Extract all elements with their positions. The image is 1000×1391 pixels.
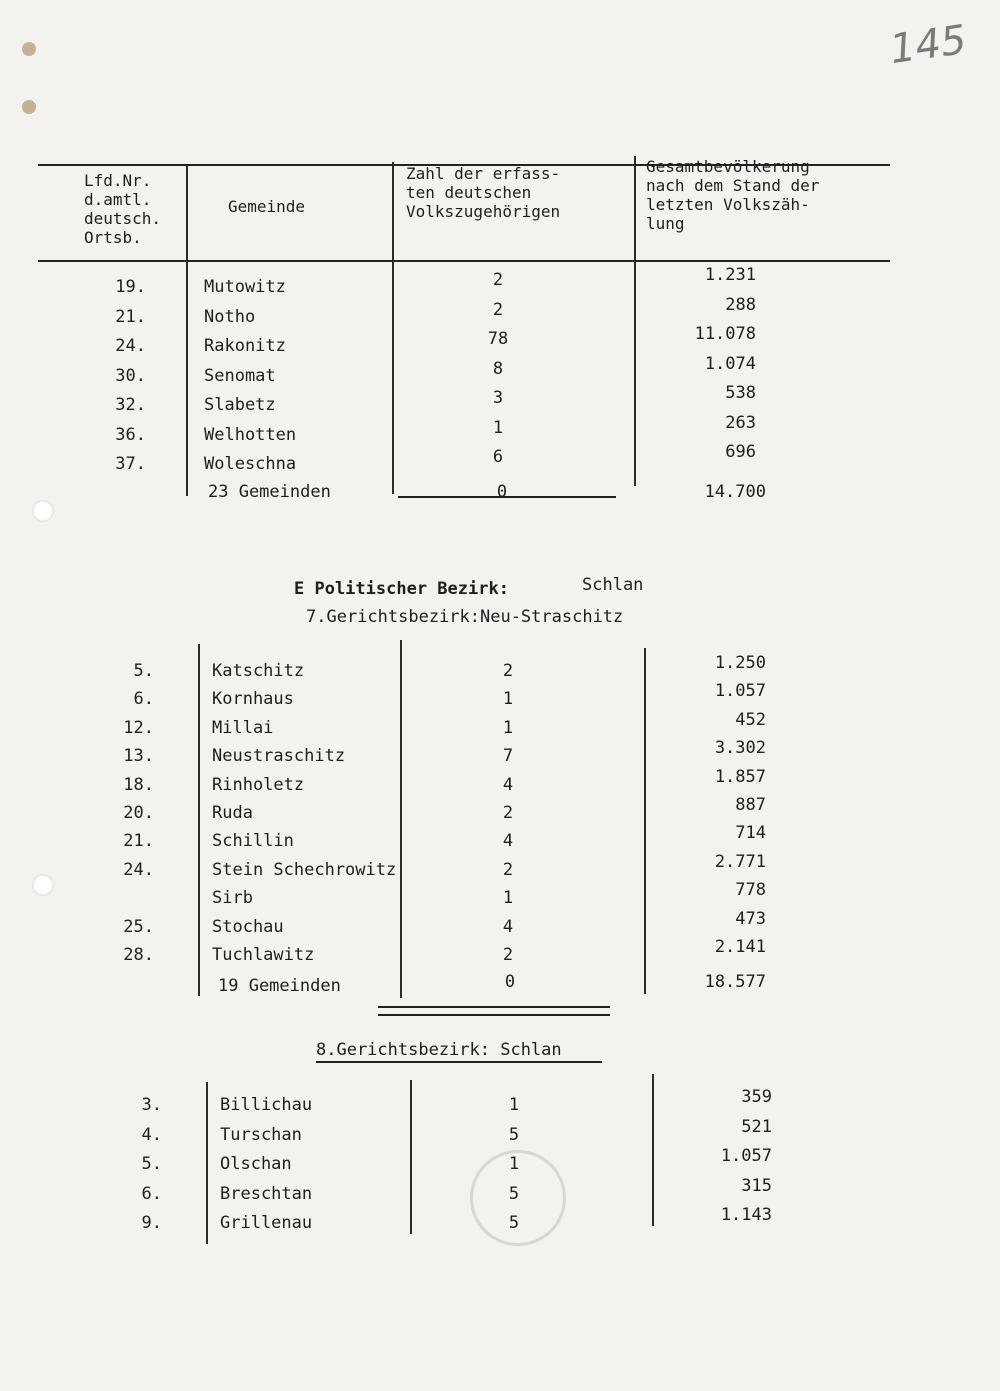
section2-heading: 7.Gerichtsbezirk:Neu-Straschitz bbox=[306, 607, 624, 627]
row-number: 21. bbox=[123, 831, 154, 852]
german-count: 2 bbox=[502, 859, 514, 880]
row-number: 13. bbox=[123, 746, 154, 767]
german-count: 2 bbox=[502, 945, 514, 965]
section1-total-count: 0 bbox=[496, 482, 508, 502]
section1-total-population: 14.700 bbox=[704, 482, 766, 502]
section3-heading: 8.Gerichtsbezirk: Schlan bbox=[316, 1040, 562, 1060]
total-population: 452 bbox=[735, 709, 766, 730]
bezirk-heading-value: Schlan bbox=[582, 575, 644, 595]
header-bottom-rule bbox=[38, 260, 890, 262]
municipality-name: Grillenau bbox=[220, 1213, 313, 1233]
german-count: 4 bbox=[502, 831, 514, 852]
row-number: 3. bbox=[141, 1095, 162, 1115]
total-population: 1.231 bbox=[704, 265, 756, 285]
column-rule bbox=[198, 644, 200, 996]
municipality-name: Welhotten bbox=[204, 424, 297, 445]
municipality-name: Schillin bbox=[212, 831, 294, 852]
row-number: 12. bbox=[123, 717, 154, 738]
total-population: 11.078 bbox=[694, 324, 756, 344]
municipality-name: Rakonitz bbox=[204, 336, 286, 356]
municipality-name: Tuchlawitz bbox=[212, 945, 315, 965]
german-count: 5 bbox=[508, 1124, 520, 1145]
german-count: 78 bbox=[487, 329, 509, 349]
total-population: 3.302 bbox=[714, 738, 766, 759]
german-count: 1 bbox=[492, 417, 504, 438]
row-number: 4. bbox=[141, 1124, 162, 1145]
german-count: 7 bbox=[502, 746, 514, 767]
german-count: 2 bbox=[492, 270, 504, 290]
row-number: 36. bbox=[115, 424, 146, 445]
column-rule bbox=[410, 1080, 412, 1234]
municipality-name: Woleschna bbox=[204, 454, 297, 474]
municipality-name: Notho bbox=[204, 306, 256, 327]
municipality-name: Billichau bbox=[220, 1095, 313, 1115]
german-count: 4 bbox=[502, 916, 514, 937]
column-rule bbox=[644, 648, 646, 994]
total-population: 359 bbox=[741, 1087, 772, 1107]
section2-total-population: 18.577 bbox=[704, 972, 766, 992]
municipality-name: Sirb bbox=[212, 888, 253, 909]
total-population: 1.857 bbox=[714, 766, 766, 787]
column-rule bbox=[206, 1082, 208, 1244]
german-count: 8 bbox=[492, 358, 504, 379]
total-population: 1.250 bbox=[714, 653, 766, 673]
municipality-name: Turschan bbox=[220, 1124, 302, 1145]
german-count: 5 bbox=[508, 1213, 520, 1233]
row-number: 5. bbox=[141, 1154, 162, 1174]
total-population: 778 bbox=[735, 880, 766, 901]
column-rule bbox=[186, 166, 188, 496]
municipality-name: Senomat bbox=[204, 365, 276, 386]
total-population: 473 bbox=[735, 908, 766, 929]
header-lfd-nr: Lfd.Nr. d.amtl. deutsch. Ortsb. bbox=[84, 171, 162, 247]
german-count: 2 bbox=[502, 803, 514, 823]
municipality-name: Olschan bbox=[220, 1154, 292, 1174]
german-count: 5 bbox=[508, 1183, 520, 1204]
total-population: 714 bbox=[735, 823, 766, 844]
total-population: 2.141 bbox=[714, 937, 766, 957]
section3-heading-underline bbox=[316, 1061, 602, 1063]
german-count: 1 bbox=[502, 689, 514, 710]
bezirk-heading-label: E Politischer Bezirk: bbox=[294, 579, 509, 599]
column-rule bbox=[652, 1074, 654, 1226]
header-gemeinde: Gemeinde bbox=[228, 197, 306, 216]
german-count: 2 bbox=[502, 661, 514, 681]
total-population: 263 bbox=[725, 412, 756, 433]
row-number: 18. bbox=[123, 774, 154, 795]
municipality-name: Stochau bbox=[212, 916, 284, 937]
german-count: 6 bbox=[492, 447, 504, 467]
municipality-name: Mutowitz bbox=[204, 277, 286, 297]
total-population: 1.057 bbox=[714, 681, 766, 702]
municipality-name: Millai bbox=[212, 717, 274, 738]
total-population: 1.143 bbox=[720, 1205, 772, 1225]
german-count: 4 bbox=[502, 774, 514, 795]
total-population: 1.074 bbox=[704, 353, 756, 374]
row-number: 6. bbox=[133, 689, 154, 710]
section1-total-label: 23 Gemeinden bbox=[208, 482, 331, 502]
municipality-name: Ruda bbox=[212, 803, 253, 823]
municipality-name: Breschtan bbox=[220, 1183, 313, 1204]
german-count: 1 bbox=[508, 1095, 520, 1115]
header-population: Gesamtbevölkerung nach dem Stand der letzten Volkszäh- lung bbox=[646, 157, 820, 233]
section2-total-count: 0 bbox=[504, 972, 516, 992]
municipality-name: Kornhaus bbox=[212, 689, 294, 710]
total-population: 2.771 bbox=[714, 851, 766, 872]
german-count: 2 bbox=[492, 299, 504, 320]
municipality-name: Katschitz bbox=[212, 661, 305, 681]
municipality-name: Slabetz bbox=[204, 395, 276, 415]
rust-stain bbox=[22, 100, 36, 114]
row-number: 32. bbox=[115, 395, 146, 415]
total-population: 288 bbox=[725, 294, 756, 315]
header-count: Zahl der erfass- ten deutschen Volkszugehörigen bbox=[406, 164, 561, 221]
rust-stain bbox=[22, 42, 36, 56]
municipality-name: Rinholetz bbox=[212, 774, 305, 795]
row-number: 24. bbox=[115, 336, 146, 356]
section2-total-rule-top bbox=[378, 1006, 610, 1008]
total-population: 1.057 bbox=[720, 1146, 772, 1166]
total-population: 696 bbox=[725, 442, 756, 462]
row-number: 6. bbox=[141, 1183, 162, 1204]
german-count: 1 bbox=[502, 717, 514, 738]
municipality-name: Stein Schechrowitz bbox=[212, 859, 397, 880]
municipality-name: Neustraschitz bbox=[212, 746, 346, 767]
row-number: 24. bbox=[123, 859, 154, 880]
total-population: 538 bbox=[725, 383, 756, 403]
row-number: 21. bbox=[115, 306, 146, 327]
row-number: 20. bbox=[123, 803, 154, 823]
folio-number: 145 bbox=[887, 16, 970, 74]
column-rule bbox=[634, 156, 636, 486]
row-number: 25. bbox=[123, 916, 154, 937]
row-number: 30. bbox=[115, 365, 146, 386]
german-count: 1 bbox=[508, 1154, 520, 1174]
column-rule bbox=[392, 162, 394, 494]
total-population: 521 bbox=[741, 1116, 772, 1137]
row-number: 37. bbox=[115, 454, 146, 474]
total-population: 887 bbox=[735, 795, 766, 815]
german-count: 3 bbox=[492, 388, 504, 408]
total-population: 315 bbox=[741, 1175, 772, 1196]
punch-hole bbox=[32, 500, 54, 522]
row-number: 28. bbox=[123, 945, 154, 965]
punch-hole bbox=[32, 874, 54, 896]
row-number: 5. bbox=[133, 661, 154, 681]
column-rule bbox=[400, 640, 402, 998]
section2-total-rule-bottom bbox=[378, 1014, 610, 1016]
row-number: 9. bbox=[141, 1213, 162, 1233]
row-number: 19. bbox=[115, 277, 146, 297]
german-count: 1 bbox=[502, 888, 514, 909]
section2-total-label: 19 Gemeinden bbox=[218, 976, 341, 996]
